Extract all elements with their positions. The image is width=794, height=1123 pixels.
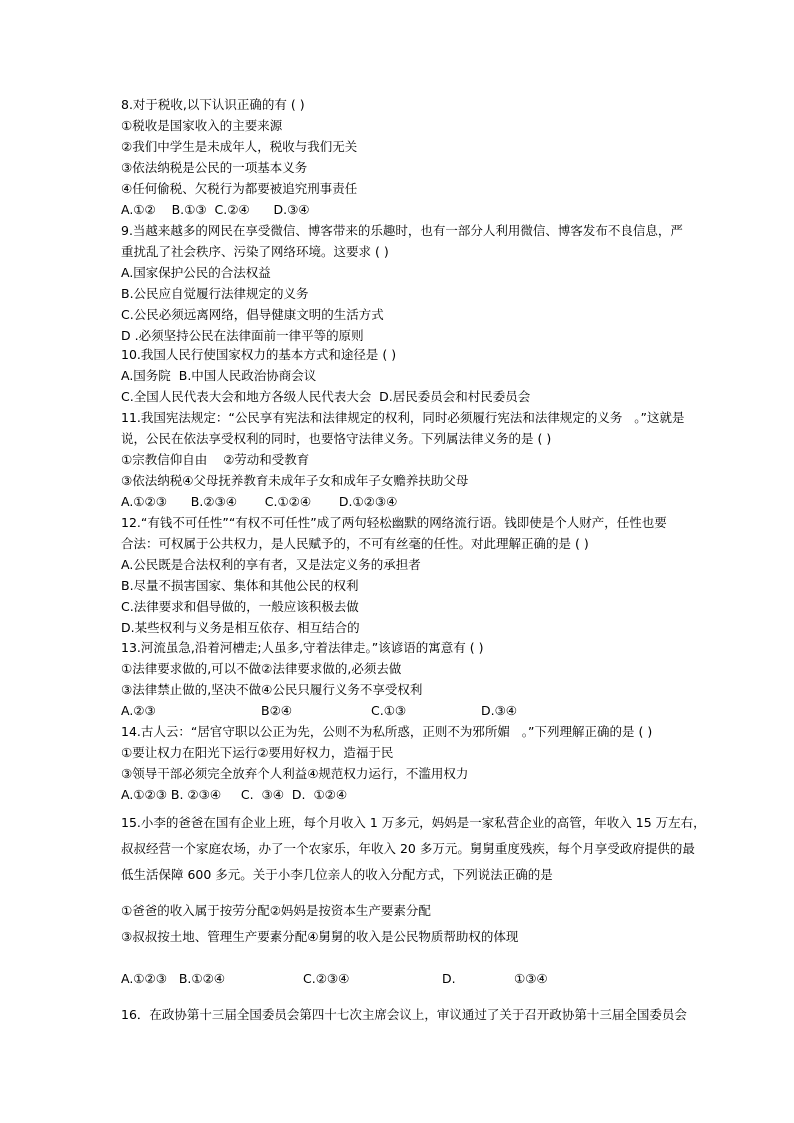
q8-option-1: ①税收是国家收入的主要来源 — [121, 118, 283, 133]
q15-options-12: ①爸爸的收入属于按劳分配②妈妈是按资本生产要素分配 — [121, 903, 431, 918]
q13-options-34: ③法律禁止做的,坚决不做④公民只履行义务不享受权利 — [121, 682, 423, 697]
q9-stem-line2: 重扰乱了社会秩序、污染了网络环境。这要求 ( ) — [121, 244, 389, 259]
q11-choices: A.①②③ B.②③④ C.①②④ D.①②③④ — [121, 494, 398, 509]
q16-stem-line1: 16．在政协第十三届全国委员会第四十七次主席会议上，审议通过了关于召开政协第十三届全国委员会 — [121, 1007, 687, 1022]
q11-options-12: ①宗教信仰自由 ②劳动和受教育 — [121, 452, 310, 467]
q8-choices: A.①② B.①③ C.②④ D.③④ — [121, 202, 310, 217]
q15-choice-d-label: D. — [442, 971, 456, 986]
q12-stem-line1: 12.“有钱不可任性”“有权不可任性”成了两句轻松幽默的网络流行语。钱即使是个人财产，任性也要 — [121, 515, 667, 530]
q15-choice-c: C.②③④ — [303, 971, 350, 986]
q11-stem-line2: 说，公民在依法享受权利的同时，也要恪守法律义务。下列属法律义务的是 ( ) — [121, 431, 552, 446]
q14-choices: A.①②③ B. ②③④ C. ③④ D. ①②④ — [121, 787, 348, 802]
q12-option-b: B.尽量不损害国家、集体和其他公民的权利 — [121, 578, 359, 593]
q14-stem: 14.古人云：“居官守职以公正为先，公则不为私所惑，正则不为邪所媚 。”下列理解正确的是 ( ) — [121, 724, 653, 739]
q15-options-34: ③叔叔按土地、管理生产要素分配④舅舅的收入是公民物质帮助权的体现 — [121, 929, 519, 944]
q15-choices-ab: A.①②③ B.①②④ — [121, 971, 226, 986]
q9-option-a: A.国家保护公民的合法权益 — [121, 265, 271, 280]
q13-options-12: ①法律要求做的,可以不做②法律要求做的,必须去做 — [121, 661, 402, 676]
q9-stem-line1: 9.当越来越多的网民在享受微信、博客带来的乐趣时，也有一部分人利用微信、博客发布不良信息，严 — [121, 223, 683, 238]
q14-options-12: ①要让权力在阳光下运行②要用好权力，造福于民 — [121, 745, 394, 760]
q9-option-c: C.公民必须远离网络，倡导健康文明的生活方式 — [121, 307, 384, 322]
q9-option-b: B.公民应自觉履行法律规定的义务 — [121, 286, 309, 301]
q8-option-2: ②我们中学生是未成年人，税收与我们无关 — [121, 139, 358, 154]
q8-stem: 8.对于税收,以下认识正确的有 ( ) — [121, 97, 305, 112]
q13-choice-d: D.③④ — [481, 703, 518, 718]
q15-choice-d-value: ①③④ — [514, 971, 548, 986]
q11-options-34: ③依法纳税④父母抚养教育未成年子女和成年子女赡养扶助父母 — [121, 473, 469, 488]
q14-options-34: ③领导干部必须完全放弃个人利益④规范权力运行，不滥用权力 — [121, 766, 469, 781]
q13-choice-a: A.②③ — [121, 703, 156, 718]
q10-options-cd: C.全国人民代表大会和地方各级人民代表大会 D.居民委员会和村民委员会 — [121, 389, 531, 404]
q13-stem: 13.河流虽急,沿着河槽走;人虽多,守着法律走。”该谚语的寓意有 ( ) — [121, 640, 484, 655]
q8-option-4: ④任何偷税、欠税行为都要被追究刑事责任 — [121, 181, 358, 196]
q13-choice-c: C.①③ — [371, 703, 407, 718]
q8-option-3: ③依法纳税是公民的一项基本义务 — [121, 160, 308, 175]
q12-stem-line2: 合法：可权属于公共权力，是人民赋予的，不可有丝毫的任性。对此理解正确的是 ( ) — [121, 536, 589, 551]
q10-options-ab: A.国务院 B.中国人民政治协商会议 — [121, 368, 317, 383]
q13-choice-b: B②④ — [261, 703, 292, 718]
q12-option-a: A.公民既是合法权利的享有者，又是法定义务的承担者 — [121, 557, 421, 572]
q11-stem-line1: 11.我国宪法规定：“公民享有宪法和法律规定的权利，同时必须履行宪法和法律规定的义务 。”这就是 — [121, 410, 685, 425]
q15-stem-line1: 15.小李的爸爸在国有企业上班，每个月收入 1 万多元，妈妈是一家私营企业的高管，年收入 15 万左右， — [121, 815, 706, 830]
q12-option-c: C.法律要求和倡导做的，一般应该积极去做 — [121, 599, 359, 614]
q10-stem: 10.我国人民行使国家权力的基本方式和途径是 ( ) — [121, 347, 397, 362]
q15-stem-line2: 叔叔经营一个家庭农场，办了一个农家乐，年收入 20 多万元。舅舅重度残疾，每个月享受政府提供的最 — [121, 841, 695, 856]
q9-option-d: D .必须坚持公民在法律面前一律平等的原则 — [121, 328, 364, 343]
q12-option-d: D.某些权利与义务是相互依存、相互结合的 — [121, 620, 360, 635]
q15-stem-line3: 低生活保障 600 多元。关于小李几位亲人的收入分配方式，下列说法正确的是 — [121, 867, 553, 882]
